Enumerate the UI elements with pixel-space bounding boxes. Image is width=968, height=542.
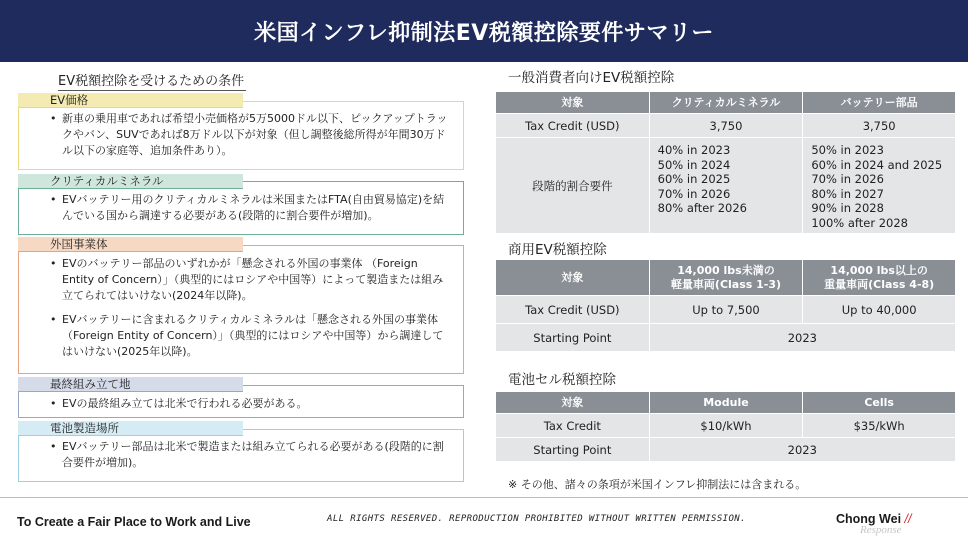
list-item: 80% in 2027 xyxy=(811,186,884,201)
list-item: 40% in 2023 xyxy=(657,143,731,157)
condition-text-foreign-entity xyxy=(50,256,450,360)
cell: $35/kWh xyxy=(803,414,956,438)
column-header: 対象 xyxy=(496,92,650,114)
table-row xyxy=(496,114,956,138)
commercial-credit-title: 商用EV税額控除 xyxy=(508,242,607,258)
watermark: Response xyxy=(860,524,902,536)
footer-divider xyxy=(0,497,968,498)
bullet: • EVのバッテリー部品のいずれかが「懸念される外国の事業体 （Foreign Entity of Concern）」（典型的にはロシアや中国等）によって製造または組み立てられてはいけない(2024年以降)。 xyxy=(50,256,450,304)
row-label: Tax Credit xyxy=(496,414,650,438)
list-item: 70% in 2026 xyxy=(811,172,884,186)
column-header: クリティカルミネラル xyxy=(649,92,803,114)
table-row xyxy=(496,296,956,324)
table-row xyxy=(496,438,956,462)
cell: 3,750 xyxy=(803,114,956,138)
condition-text-ev-price xyxy=(50,111,450,159)
row-label: Tax Credit (USD) xyxy=(496,296,650,324)
cell: 2023 xyxy=(649,324,955,352)
table-row xyxy=(496,138,956,234)
row-label: Tax Credit (USD) xyxy=(496,114,650,138)
consumer-credit-title: 一般消費者向けEV税額控除 xyxy=(508,70,675,86)
column-header: Module xyxy=(649,392,803,414)
header-line: 重量車両(Class 4-8) xyxy=(824,277,935,291)
condition-text-final-assembly xyxy=(50,396,450,412)
conditions-heading: EV税額控除を受けるための条件 xyxy=(58,70,246,91)
list-item: 90% in 2028 xyxy=(811,201,884,215)
footer-rights-notice: ALL RIGHTS RESERVED. REPRODUCTION PROHIBITED WITHOUT WRITTEN PERMISSION. xyxy=(327,514,746,524)
cell: 3,750 xyxy=(649,114,803,138)
header-line: 14,000 lbs以上の xyxy=(830,263,928,277)
bullet: • EVの最終組み立ては北米で行われる必要がある。 xyxy=(50,396,450,412)
row-label: Starting Point xyxy=(496,438,650,462)
bullet: • EVバッテリー用のクリティカルミネラルは米国またはFTA(自由貿易協定)を結んでいる国から調達する必要がある(段階的に割合要件が増加)。 xyxy=(50,192,450,224)
page-title: 米国インフレ抑制法EV税額控除要件サマリー xyxy=(254,20,714,46)
list-item: 70% in 2026 xyxy=(657,186,731,201)
condition-text-critical-minerals xyxy=(50,192,450,224)
cell: Up to 7,500 xyxy=(649,296,803,324)
condition-label-critical-minerals: クリティカルミネラル xyxy=(18,174,243,189)
bullet: • EVバッテリーに含まれるクリティカルミネラルは「懸念される外国の事業体 （Foreign Entity of Concern）」（典型的にはロシアや中国等）から調達してはいけない(2025年以降)。 xyxy=(50,312,450,360)
column-header xyxy=(803,260,956,296)
cell-list xyxy=(803,138,956,234)
footnote: ※ その他、諸々の条項が米国インフレ抑制法には含まれる。 xyxy=(508,478,807,491)
column-header: Cells xyxy=(803,392,956,414)
bullet: • 新車の乗用車であれば希望小売価格が5万5000ドル以下、ピックアップトラックやバン、SUVであれば8万ドル以下が対象（但し調整後総所得が年間30万ドル以下の家庭等、追加条件あり）。 xyxy=(50,111,450,159)
row-label: 段階的割合要件 xyxy=(496,138,650,234)
column-header: 対象 xyxy=(496,260,650,296)
table-row xyxy=(496,414,956,438)
header-line: 軽量車両(Class 1-3) xyxy=(670,277,782,291)
list-item: 60% in 2024 and 2025 xyxy=(811,157,943,172)
column-header xyxy=(649,260,803,296)
cell: 2023 xyxy=(649,438,955,462)
cell: $10/kWh xyxy=(649,414,803,438)
condition-label-ev-price: EV価格 xyxy=(18,93,243,108)
bullet: • EVバッテリー部品は北米で製造または組み立てられる必要がある(段階的に割合要件が増加)。 xyxy=(50,439,450,471)
condition-text-battery-location xyxy=(50,439,450,471)
cell-list xyxy=(649,138,803,234)
cell: Up to 40,000 xyxy=(803,296,956,324)
list-item: 80% after 2026 xyxy=(657,201,748,215)
logo-text: Chong Wei xyxy=(836,512,902,526)
list-item: 100% after 2028 xyxy=(811,215,908,230)
consumer-credit-table xyxy=(495,91,956,234)
condition-label-foreign-entity: 外国事業体 xyxy=(18,237,243,252)
header-line: 14,000 lbs未満の xyxy=(677,263,775,277)
condition-label-battery-location: 電池製造場所 xyxy=(18,421,243,436)
logo-mark: // xyxy=(904,512,912,526)
table-row xyxy=(496,324,956,352)
battery-cell-credit-title: 電池セル税額控除 xyxy=(508,372,616,388)
condition-label-final-assembly: 最終組み立て地 xyxy=(18,377,243,392)
list-item: 50% in 2023 xyxy=(811,143,884,157)
battery-cell-credit-table xyxy=(495,391,956,462)
list-item: 60% in 2025 xyxy=(657,172,731,186)
list-item: 50% in 2024 xyxy=(657,157,731,172)
column-header: バッテリー部品 xyxy=(803,92,956,114)
row-label: Starting Point xyxy=(496,324,650,352)
commercial-credit-table xyxy=(495,259,956,352)
footer-slogan: To Create a Fair Place to Work and Live xyxy=(17,515,251,529)
title-bar xyxy=(0,0,968,62)
column-header: 対象 xyxy=(496,392,650,414)
